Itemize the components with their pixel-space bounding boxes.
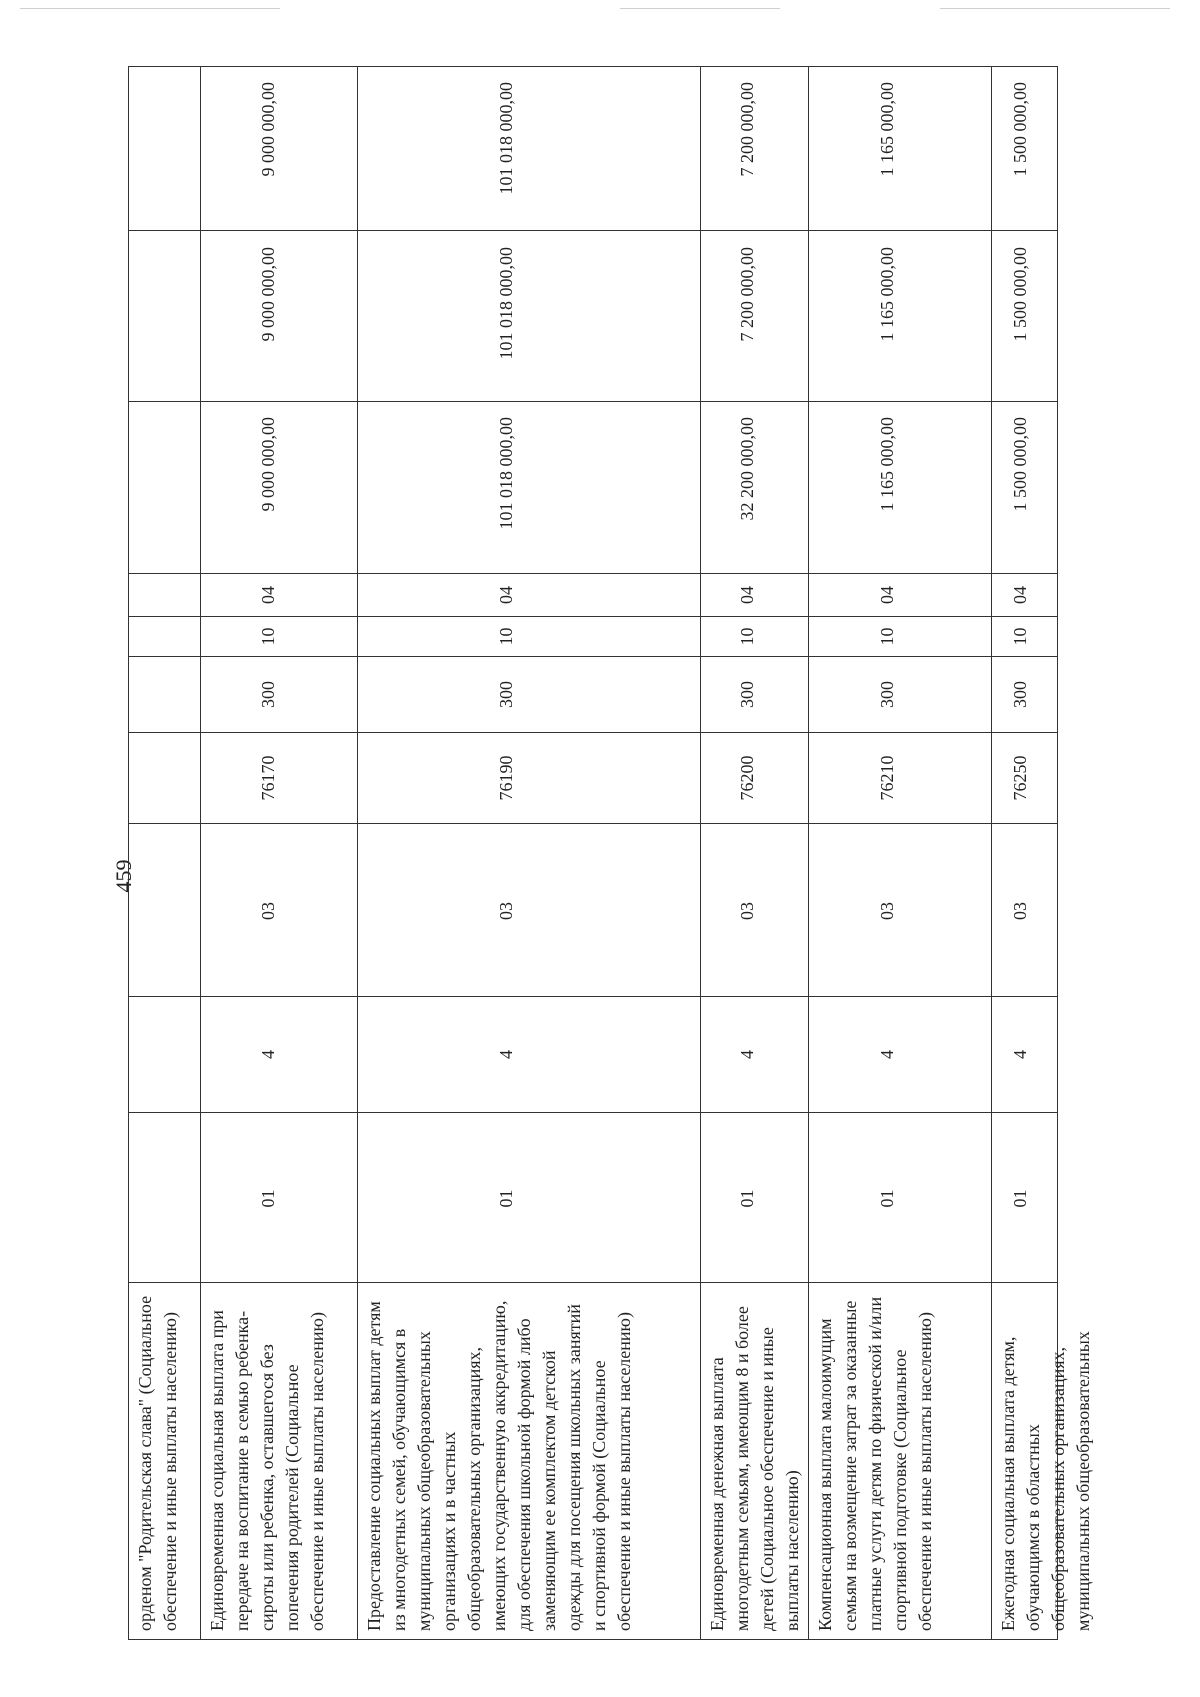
- expense-c4: [129, 733, 191, 823]
- row-value-cell: [357, 1113, 701, 1282]
- row-value-cell: [991, 996, 1057, 1113]
- field-row-c6: [129, 617, 1058, 657]
- expense-v2: 1 165 000,00: [877, 246, 898, 342]
- expense-c4: 76170: [257, 755, 278, 801]
- expense-c6: 10: [877, 627, 898, 646]
- expense-c5: 300: [877, 680, 898, 708]
- expense-c3: 03: [1009, 901, 1030, 920]
- row-value-cell: [357, 401, 701, 574]
- expense-v3: 101 018 000,00: [495, 82, 516, 195]
- expense-c5: [129, 657, 191, 732]
- row-value-cell: [200, 231, 357, 401]
- expense-description: Единовременная денежная выплата многодетным семьям, имеющим 8 и более детей (Социальное обеспечение и иные выплаты населению): [707, 1306, 803, 1631]
- row-value-cell: [129, 67, 201, 231]
- expense-c7: 04: [737, 586, 758, 604]
- row-value-cell: [701, 996, 809, 1113]
- expense-v2: 1 500 000,00: [1009, 246, 1030, 342]
- row-value-cell: [129, 617, 201, 657]
- expense-v3: 9 000 000,00: [257, 82, 278, 177]
- expense-c6: 10: [495, 627, 516, 646]
- row-value-cell: [129, 732, 201, 823]
- expense-c5: 300: [257, 680, 278, 708]
- scan-artifact: [940, 8, 1170, 9]
- expense-c7: 04: [877, 586, 898, 604]
- expense-c1: 01: [1009, 1189, 1030, 1208]
- expense-c5: 300: [1009, 680, 1030, 708]
- expense-c3: 03: [257, 901, 278, 920]
- field-row-c2: [129, 996, 1058, 1113]
- row-value-cell: [357, 67, 701, 231]
- expense-c3: [129, 826, 191, 996]
- expense-c7: 04: [257, 586, 278, 604]
- expense-c6: 10: [1009, 627, 1030, 646]
- row-value-cell: [809, 996, 991, 1113]
- row-description-cell: [357, 1282, 701, 1639]
- expense-c3: 03: [495, 901, 516, 920]
- row-value-cell: [129, 656, 201, 732]
- row-value-cell: [129, 824, 201, 997]
- row-value-cell: [809, 401, 991, 574]
- row-value-cell: [357, 574, 701, 617]
- row-value-cell: [701, 617, 809, 657]
- field-row-c3: [129, 824, 1058, 997]
- row-value-cell: [809, 617, 991, 657]
- expense-c2: 4: [1009, 1050, 1030, 1060]
- expense-c7: [129, 574, 191, 616]
- scan-artifact: [20, 8, 280, 9]
- expense-v1: [129, 403, 191, 573]
- row-value-cell: [129, 996, 201, 1113]
- expense-c6: 10: [257, 627, 278, 646]
- row-value-cell: [129, 401, 201, 574]
- expense-v2: 9 000 000,00: [257, 246, 278, 342]
- expense-c4: 76210: [877, 755, 898, 801]
- expense-c2: [129, 997, 191, 1112]
- expense-c4: 76200: [737, 755, 758, 801]
- row-value-cell: [129, 574, 201, 617]
- expense-c3: 03: [737, 901, 758, 920]
- expense-c4: 76190: [495, 755, 516, 801]
- row-value-cell: [809, 231, 991, 401]
- expense-v2: [129, 233, 191, 401]
- expense-v1: 1 165 000,00: [877, 417, 898, 512]
- expense-description: Компенсационная выплата малоимущим семьям на возмещение затрат за оказанные платные услуги детям по физической и/или спортивной подготовке (Социальное обеспечение и иные выплаты населению): [815, 1296, 936, 1631]
- expense-description: Предоставление социальных выплат детям из многодетных семей, обучающимся в муниципальных общеобразовательных организациях и в частных общеобразовательных организациях, имеющих государственную аккредитацию, для обеспечения школьной формой либо заменяющим ее комплектом детской одежды для посещения школьных занятий и спортивной формой (Социальное обеспечение и иные выплаты населению): [363, 1300, 634, 1631]
- field-row-c1: [129, 1113, 1058, 1282]
- field-row-c7: [129, 574, 1058, 617]
- expense-v1: 101 018 000,00: [495, 417, 516, 530]
- row-value-cell: [991, 656, 1057, 732]
- expense-c4: 76250: [1009, 755, 1030, 801]
- row-value-cell: [809, 824, 991, 997]
- row-value-cell: [357, 231, 701, 401]
- row-value-cell: [809, 656, 991, 732]
- expense-c1: 01: [877, 1189, 898, 1208]
- row-value-cell: [701, 1113, 809, 1282]
- row-description-cell: [129, 1282, 201, 1639]
- field-row-v3: [129, 67, 1058, 231]
- row-value-cell: [200, 401, 357, 574]
- expense-v2: 101 018 000,00: [495, 246, 516, 360]
- row-value-cell: [129, 1113, 201, 1282]
- field-row-v2: [129, 231, 1058, 401]
- expense-v3: 7 200 000,00: [737, 82, 758, 177]
- expense-c5: 300: [737, 680, 758, 708]
- row-value-cell: [701, 67, 809, 231]
- row-value-cell: [991, 401, 1057, 574]
- row-description-cell: [809, 1282, 991, 1639]
- row-value-cell: [200, 824, 357, 997]
- row-value-cell: [357, 617, 701, 657]
- field-row-v1: [129, 401, 1058, 574]
- row-value-cell: [701, 824, 809, 997]
- row-value-cell: [357, 824, 701, 997]
- row-value-cell: [991, 824, 1057, 997]
- row-value-cell: [809, 67, 991, 231]
- expense-c5: 300: [495, 680, 516, 708]
- page-number: 459: [111, 859, 136, 893]
- expense-c2: 4: [877, 1050, 898, 1060]
- row-value-cell: [991, 617, 1057, 657]
- expense-description: Ежегодная социальная выплата детям, обучающимся в областных общеобразовательных организациях, муниципальных общеобразовательных: [997, 1331, 1093, 1631]
- expense-c6: 10: [737, 627, 758, 646]
- row-value-cell: [200, 996, 357, 1113]
- row-value-cell: [991, 231, 1057, 401]
- expense-c2: 4: [495, 1050, 516, 1060]
- row-value-cell: [991, 1113, 1057, 1282]
- row-value-cell: [357, 656, 701, 732]
- row-value-cell: [200, 732, 357, 823]
- expense-c1: [129, 1115, 191, 1282]
- row-value-cell: [200, 617, 357, 657]
- row-description-cell: [200, 1282, 357, 1639]
- row-value-cell: [809, 1113, 991, 1282]
- expense-v3: [129, 68, 191, 230]
- row-value-cell: [200, 1113, 357, 1282]
- expense-v1: 9 000 000,00: [257, 417, 278, 512]
- row-value-cell: [701, 401, 809, 574]
- row-value-cell: [991, 732, 1057, 823]
- row-value-cell: [991, 574, 1057, 617]
- field-row-c4: [129, 732, 1058, 823]
- row-value-cell: [701, 732, 809, 823]
- expense-description: орденом "Родительская слава" (Социальное обеспечение и иные выплаты населению): [135, 1295, 180, 1631]
- row-value-cell: [809, 732, 991, 823]
- expense-v3: 1 165 000,00: [877, 82, 898, 177]
- row-value-cell: [701, 231, 809, 401]
- expense-c1: 01: [495, 1189, 516, 1208]
- row-value-cell: [991, 67, 1057, 231]
- expense-v1: 1 500 000,00: [1009, 417, 1030, 512]
- row-value-cell: [809, 574, 991, 617]
- scan-artifact: [620, 8, 780, 9]
- expense-description: Единовременная социальная выплата при передаче на воспитание в семью ребенка-сироты или ребенка, оставшегося без попечения родителей (Социальное обеспечение и иные выплаты населению): [206, 1310, 327, 1631]
- expense-v3: 1 500 000,00: [1009, 82, 1030, 177]
- expense-c3: 03: [877, 901, 898, 920]
- row-value-cell: [200, 574, 357, 617]
- field-row-c5: [129, 656, 1058, 732]
- expense-v1: 32 200 000,00: [737, 417, 758, 521]
- row-value-cell: [701, 656, 809, 732]
- expense-v2: 7 200 000,00: [737, 246, 758, 342]
- expense-c1: 01: [737, 1189, 758, 1208]
- expense-c1: 01: [257, 1189, 278, 1208]
- row-value-cell: [200, 67, 357, 231]
- row-value-cell: [200, 656, 357, 732]
- field-row-name: [129, 1282, 1058, 1639]
- row-value-cell: [701, 574, 809, 617]
- expense-c2: 4: [737, 1050, 758, 1060]
- expense-c2: 4: [257, 1050, 278, 1060]
- row-value-cell: [129, 231, 201, 401]
- expense-c7: 04: [495, 586, 516, 604]
- expense-c6: [129, 617, 191, 656]
- row-description-cell: [991, 1282, 1093, 1639]
- expense-c7: 04: [1009, 586, 1030, 604]
- row-value-cell: [357, 732, 701, 823]
- row-description-cell: [701, 1282, 809, 1639]
- budget-table: [128, 66, 1093, 1640]
- row-value-cell: [357, 996, 701, 1113]
